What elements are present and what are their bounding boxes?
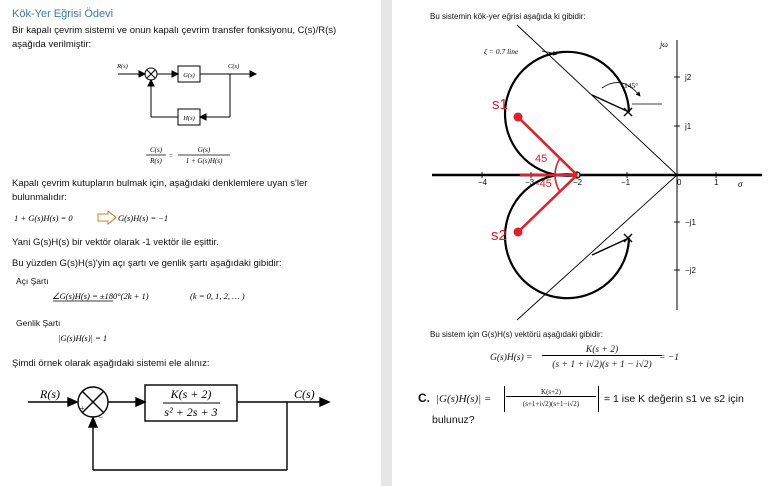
gh-numerator: K(s + 2) [542, 345, 662, 356]
right-page [392, 0, 773, 486]
question-end: bulunuz? [432, 414, 475, 426]
poles-text-1: Kapalı çevrim kutupların bulmak için, aşağıdaki denklemlere uyan s'ler [12, 178, 308, 189]
question-rest: = 1 ise K değerin s1 ve s2 için [604, 393, 744, 405]
d1-forward-label: G(s) [183, 72, 195, 79]
x-tick-4: 0 [677, 178, 682, 187]
question-denominator: (s+1+i√2)(s+1−i√2) [522, 400, 580, 408]
svg-text:=: = [169, 152, 173, 160]
y-tick-neg-j1: −j1 [685, 218, 696, 227]
question-numerator: K(s+2) [506, 388, 596, 397]
magnitude-condition-eq: |G(s)H(s)| = 1 [58, 333, 108, 343]
angle-condition-eq: ∠G(s)H(s) = ±180°(2k + 1) [52, 291, 149, 301]
question-lhs: |G(s)H(s)| = [436, 393, 492, 405]
d2-numerator: K(s + 2) [170, 387, 212, 401]
vector-intro: Bu sistem için G(s)H(s) vektörü aşağıdaki gibidir: [430, 330, 603, 339]
d2-denominator: s² + 2s + 3 [164, 405, 218, 419]
tf-rhs-num: G(s) [197, 146, 211, 154]
y-tick-neg-j2: −j2 [685, 266, 696, 275]
x-tick-0: −4 [478, 178, 488, 187]
conditions-text: Bu yüzden G(s)H(s)'yin açı şartı ve genlik şartı aşağıdaki gibidir: [12, 258, 282, 269]
vector-text: Yani G(s)H(s) bir vektör olarak -1 vektör ile eşittir. [12, 237, 219, 248]
d1-feedback-label: H(s) [183, 115, 195, 122]
x-tick-2: −2 [573, 178, 583, 187]
d1-output-label: C(s) [228, 63, 240, 70]
char-eq-lhs: 1 + G(s)H(s) = 0 [14, 213, 73, 223]
d2-output-label: C(s) [294, 387, 315, 401]
tf-lhs-den: R(s) [150, 157, 162, 165]
departure-angle-label: 145° [624, 81, 639, 90]
question-letter: C. [418, 391, 430, 405]
d2-minus-sign: − [98, 412, 104, 422]
zeta-label: ζ = 0.7 line [484, 47, 519, 56]
y-tick-j2: j2 [685, 73, 692, 82]
char-eq-rhs: G(s)H(s) = −1 [118, 213, 169, 223]
x-tick-5: 1 [714, 178, 719, 187]
d2-input-label: R(s) [40, 387, 60, 401]
locus-circle-upper [505, 52, 629, 176]
vector-to-s1 [518, 117, 577, 175]
x-tick-1: −3 [525, 178, 535, 187]
angle-condition-label: Açı Şartı [16, 276, 49, 286]
tf-rhs-den: 1 + G(s)H(s) [185, 157, 223, 165]
gh-lhs: G(s)H(s) = [490, 353, 533, 363]
tf-lhs-num: C(s) [149, 146, 163, 154]
d2-plus-sign: + [80, 404, 85, 413]
left-page [0, 0, 381, 486]
gh-rhs: = −1 [659, 353, 679, 363]
gh-denominator: (s + 1 + i√2)(s + 1 − i√2) [552, 360, 652, 370]
locus-circle-lower [505, 174, 629, 298]
zeta-line-lower [517, 175, 677, 320]
poles-text-2: bulunmalıdır: [12, 192, 67, 203]
magnitude-condition-label: Genlik Şartı [16, 318, 61, 328]
s2-point [514, 228, 523, 237]
sigma-label: σ [738, 179, 743, 189]
angle-condition-k: (k = 0, 1, 2, … ) [190, 291, 245, 301]
s1-label: s1 [492, 96, 508, 113]
angle-45-label: 45 [535, 153, 548, 165]
s1-point [514, 113, 523, 122]
intro-line-2: aşağıda verilmiştir: [12, 39, 92, 50]
implies-arrow-icon [98, 211, 116, 224]
y-tick-j1: j1 [685, 122, 692, 131]
x-tick-3: −1 [621, 178, 631, 187]
s2-label: s2 [491, 227, 507, 244]
jw-label: jω [660, 40, 668, 49]
example-text: Şimdi örnek olarak aşağıdaki sistemi ele alınız: [12, 358, 210, 369]
rl-intro: Bu sistemin kök-yer eğrisi aşağıda ki gibidir: [430, 12, 586, 21]
page-title: Kök-Yer Eğrisi Ödevi [12, 8, 114, 20]
angle-neg45-label: -45 [536, 178, 552, 190]
d1-input-label: R(s) [117, 63, 128, 70]
intro-line-1: Bir kapalı çevrim sistemi ve onun kapalı çevrim transfer fonksiyonu, C(s)/R(s) [12, 25, 337, 36]
